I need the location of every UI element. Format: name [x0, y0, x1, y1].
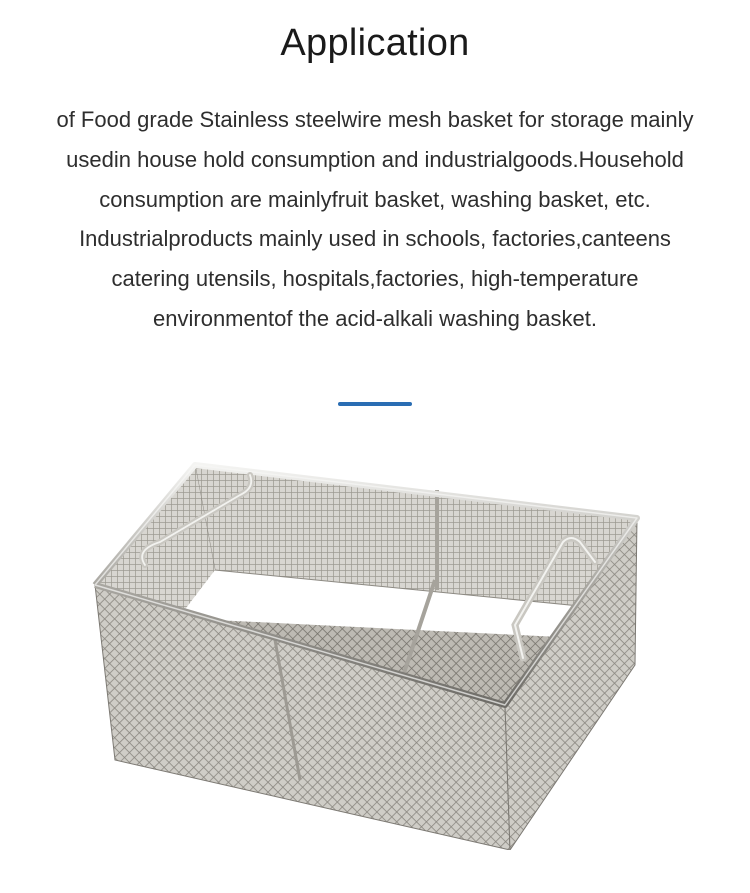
section-title: Application	[280, 22, 470, 64]
wire-mesh-basket-image	[75, 450, 655, 850]
application-description: of Food grade Stainless steelwire mesh basket for storage mainly usedin house hold consumption and industrialgoods.Household consumption are mainlyfruit basket, washing basket, etc. Industrialproducts mainly used in schools, factories,canteens catering utensils, hospitals,factories, high-temperature environmentof the acid-alkali washing basket.	[56, 107, 694, 331]
title-divider	[338, 402, 412, 406]
